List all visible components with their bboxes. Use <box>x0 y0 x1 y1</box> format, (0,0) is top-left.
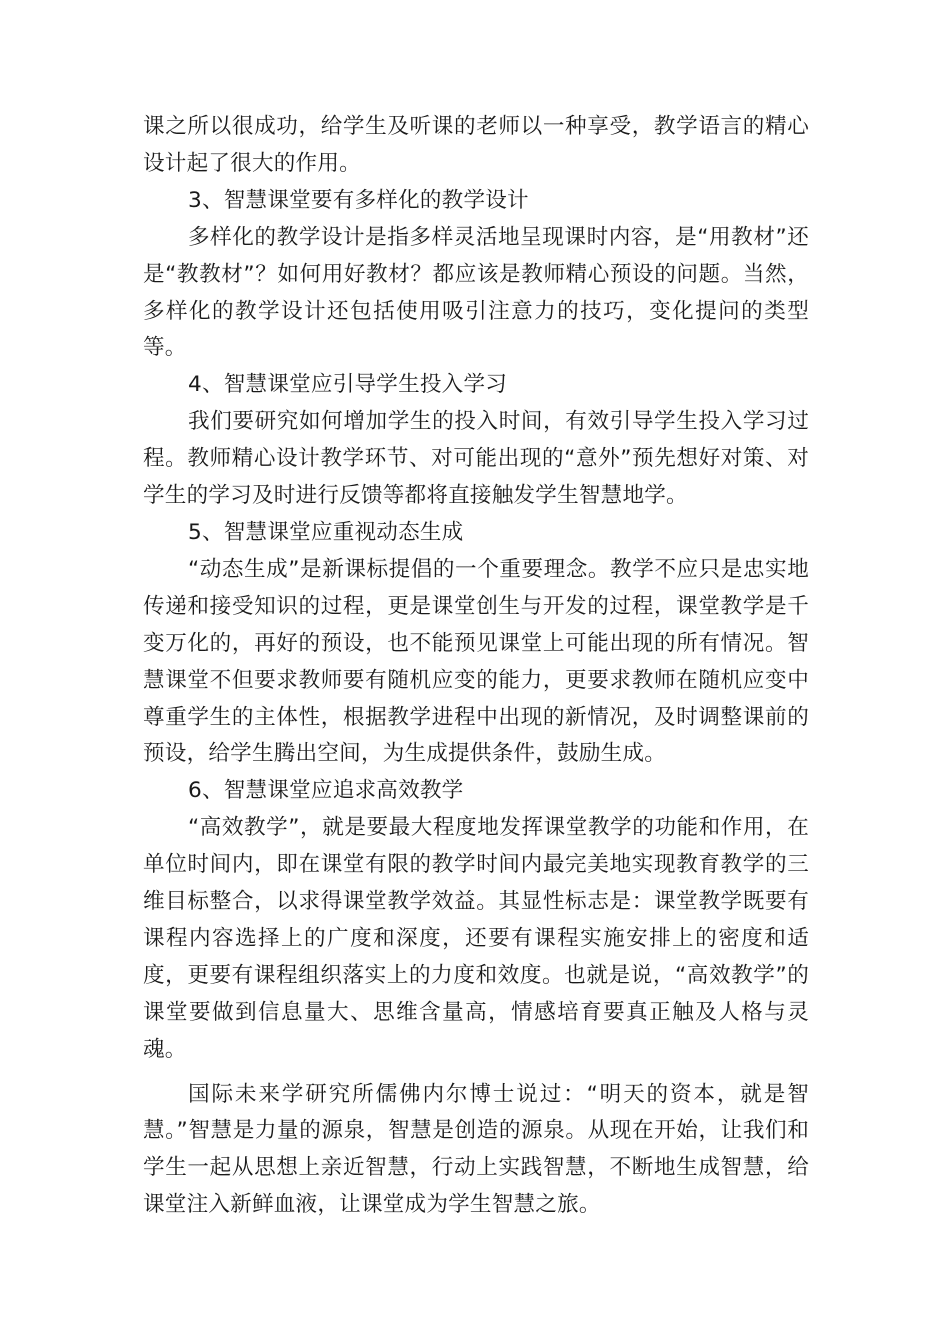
paragraph-dynamic-generation: “动态生成”是新课标提倡的一个重要理念。教学不应只是忠实地传递和接受知识的过程，更是课堂创生与开发的过程，课堂教学是千变万化的，再好的预设，也不能预见课堂上可能出现的所有情况。智慧课堂不但要求教师要有随机应变的能力，更要求教师在随机应变中尊重学生的主体性，根据教学进程中出现的新情况，及时调整课前的预设，给学生腾出空间，为生成提供条件，鼓励生成。 <box>143 556 809 767</box>
paragraph-conclusion: 国际未来学研究所儒佛内尔博士说过：“明天的资本，就是智慧。”智慧是力量的源泉，智慧是创造的源泉。从现在开始，让我们和学生一起从思想上亲近智慧，行动上实践智慧，不断地生成智慧，给课堂注入新鲜血液，让课堂成为学生智慧之旅。 <box>143 1081 809 1218</box>
paragraph-student-engagement: 我们要研究如何增加学生的投入时间，有效引导学生投入学习过程。教师精心设计教学环节、对可能出现的“意外”预先想好对策、对学生的学习及时进行反馈等都将直接触发学生智慧地学。 <box>143 409 809 509</box>
section-heading-6: 6、智慧课堂应追求高效教学 <box>188 778 464 804</box>
section-heading-3: 3、智慧课堂要有多样化的教学设计 <box>188 187 529 213</box>
section-heading-5: 5、智慧课堂应重视动态生成 <box>188 519 464 545</box>
paragraph-design-variety: 多样化的教学设计是指多样灵活地呈现课时内容，是“用教材”还是“教教材”？如何用好教材？都应该是教师精心预设的问题。当然，多样化的教学设计还包括使用吸引注意力的技巧，变化提问的类型等。 <box>143 224 809 361</box>
document-page <box>143 109 809 1224</box>
paragraph-efficient-teaching: “高效教学”，就是要最大程度地发挥课堂教学的功能和作用，在单位时间内，即在课堂有限的教学时间内最完美地实现教育教学的三维目标整合，以求得课堂教学效益。其显性标志是：课堂教学既要有课程内容选择上的广度和深度，还要有课程实施安排上的密度和适度，更要有课程组织落实上的力度和效度。也就是说，“高效教学”的课堂要做到信息量大、思维含量高，情感培育要真正触及人格与灵魂。 <box>143 815 809 1062</box>
paragraph-continued: 课之所以很成功，给学生及听课的老师以一种享受，教学语言的精心设计起了很大的作用。 <box>143 114 809 176</box>
section-heading-4: 4、智慧课堂应引导学生投入学习 <box>188 372 508 398</box>
